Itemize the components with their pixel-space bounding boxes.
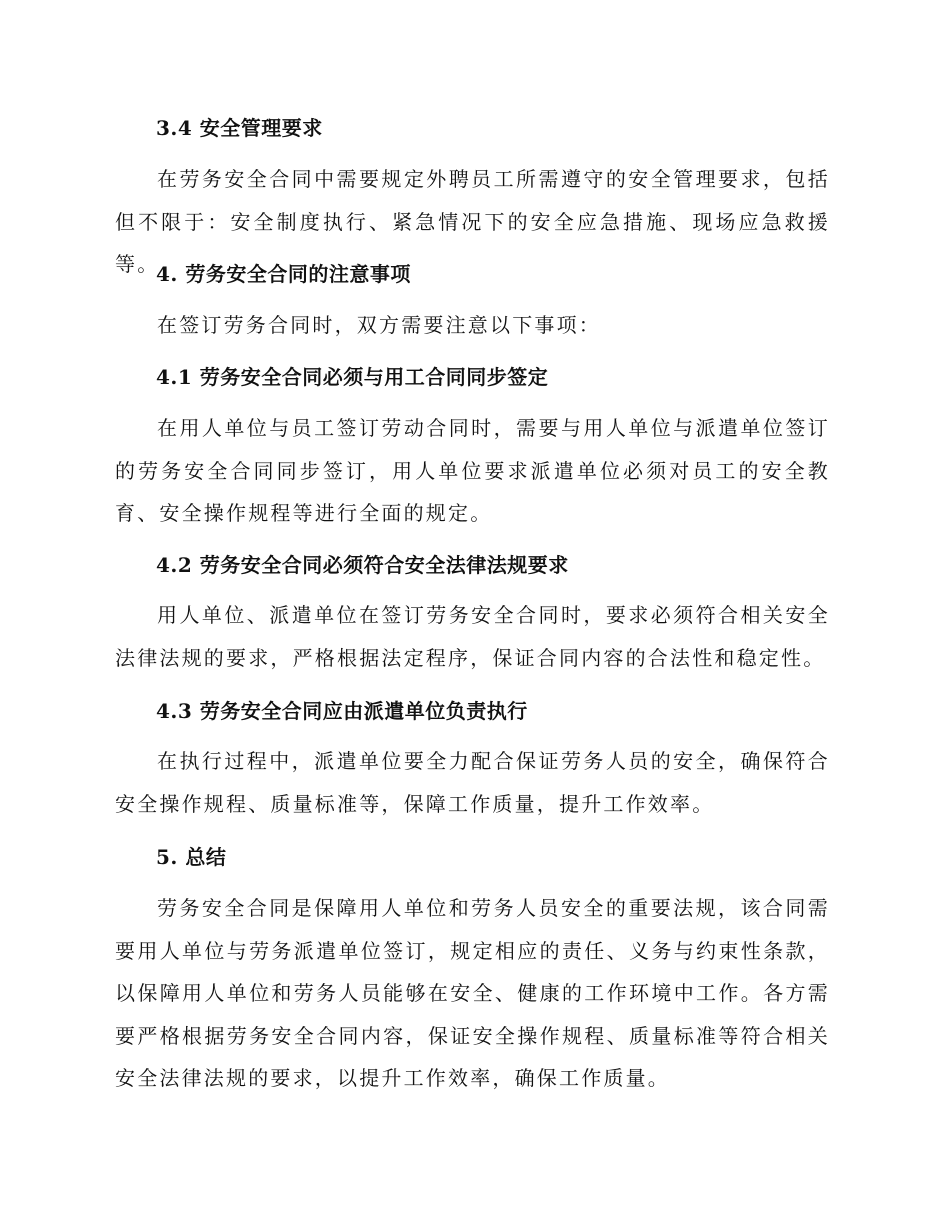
section-heading-3-4: 3.4 安全管理要求 [156,116,323,140]
section-heading-4-3: 4.3 劳务安全合同应由派遣单位负责执行 [156,699,528,723]
section-heading-4-2: 4.2 劳务安全合同必须符合安全法律法规要求 [156,553,569,577]
section-paragraph-4: 在签订劳务合同时，双方需要注意以下事项： [157,313,601,337]
section-paragraph-4-3: 在执行过程中，派遣单位要全力配合保证劳务人员的安全，确保符合安全操作规程、质量标准等，保障工作质量，提升工作效率。 [115,749,830,816]
section-paragraph-5: 劳务安全合同是保障用人单位和劳务人员安全的重要法规，该合同需要用人单位与劳务派遣单位签订，规定相应的责任、义务与约束性条款，以保障用人单位和劳务人员能够在安全、健康的工作环境中工作。各方需要严格根据劳务安全合同内容，保证安全操作规程、质量标准等符合相关安全法律法规的要求，以提升工作效率，确保工作质量。 [115,896,830,1090]
section-paragraph-3-4: 在劳务安全合同中需要规定外聘员工所需遵守的安全管理要求，包括但不限于：安全制度执行、紧急情况下的安全应急措施、现场应急救援等。 [115,167,830,276]
section-heading-4: 4. 劳务安全合同的注意事项 [156,262,411,286]
section-heading-4-1: 4.1 劳务安全合同必须与用工合同同步签定 [156,365,549,389]
section-paragraph-4-1: 在用人单位与员工签订劳动合同时，需要与用人单位与派遣单位签订的劳务安全合同同步签订，用人单位要求派遣单位必须对员工的安全教育、安全操作规程等进行全面的规定。 [115,416,830,525]
section-paragraph-4-2: 用人单位、派遣单位在签订劳务安全合同时，要求必须符合相关安全法律法规的要求，严格根据法定程序，保证合同内容的合法性和稳定性。 [115,603,830,670]
section-heading-5: 5. 总结 [156,845,227,869]
